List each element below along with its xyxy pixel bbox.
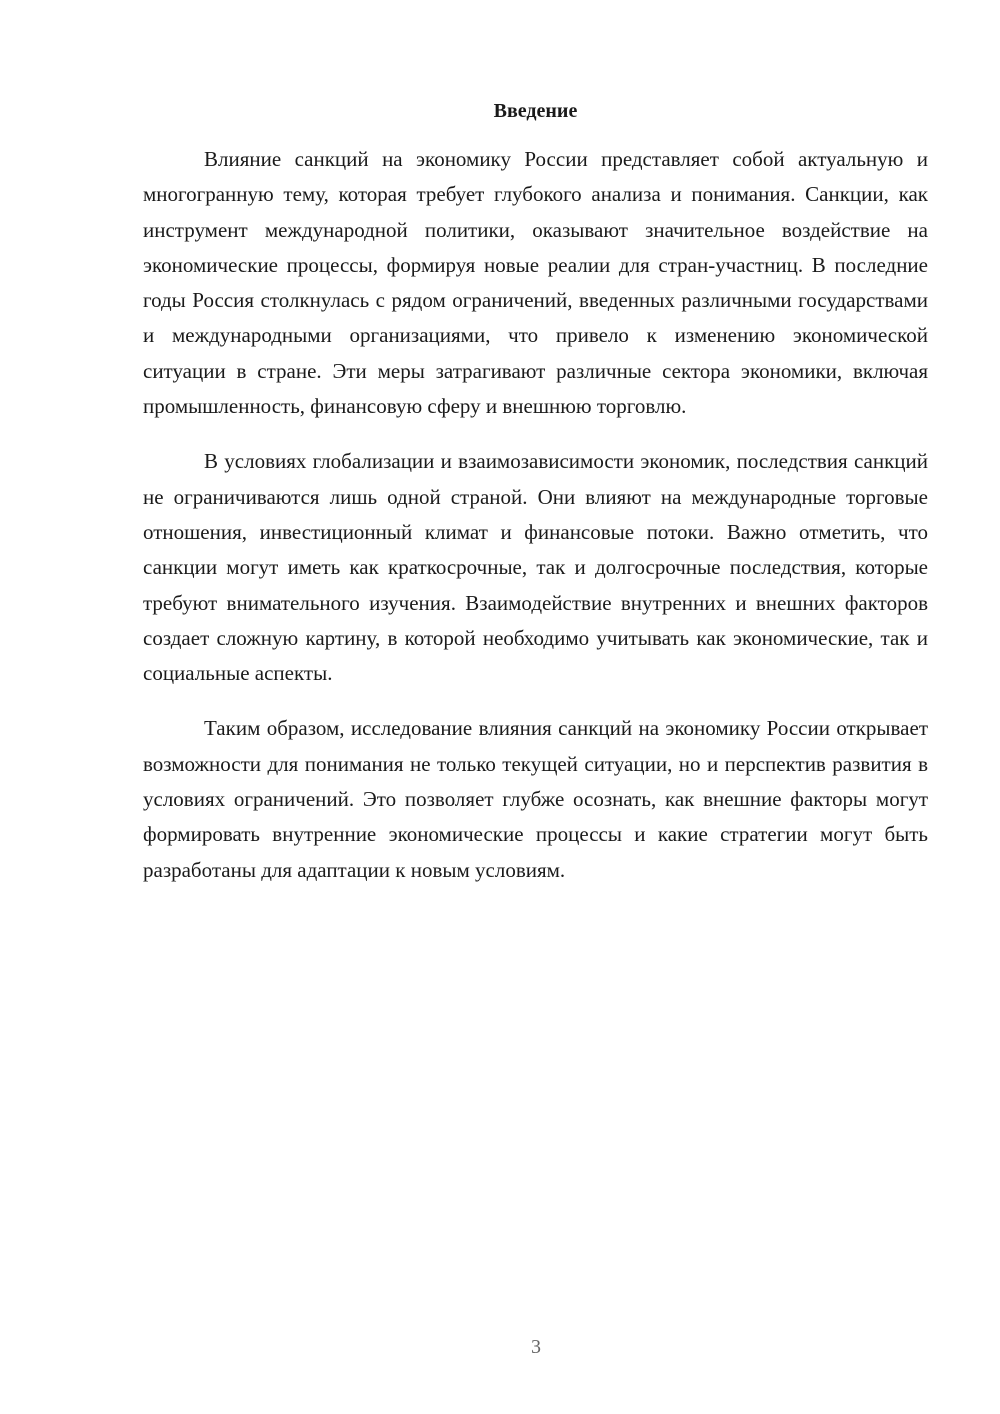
body-text [143, 142, 928, 908]
section-heading: Введение [493, 100, 578, 122]
paragraph-1: Влияние санкций на экономику России представляет собой актуальную и многогранную тему, которая требует глубокого анализа и понимания. Санкции, как инструмент международной политики, оказывают значительное воздействие на экономические процессы, формируя новые реалии для стран-участниц. В последние годы Россия столкнулась с рядом ограничений, введенных различными государствами и международными организациями, что привело к изменению экономической ситуации в стране. Эти меры затрагивают различные сектора экономики, включая промышленность, финансовую сферу и внешнюю торговлю. [143, 147, 928, 419]
paragraph-2: В условиях глобализации и взаимозависимости экономик, последствия санкций не ограничиваются лишь одной страной. Они влияют на международные торговые отношения, инвестиционный климат и финансовые потоки. Важно отметить, что санкции могут иметь как краткосрочные, так и долгосрочные последствия, которые требуют внимательного изучения. Взаимодействие внутренних и внешних факторов создает сложную картину, в которой необходимо учитывать как экономические, так и социальные аспекты. [143, 449, 928, 686]
paragraph-3: Таким образом, исследование влияния санкций на экономику России открывает возможности для понимания не только текущей ситуации, но и перспектив развития в условиях ограничений. Это позволяет глубже осознать, как внешние факторы могут формировать внутренние экономические процессы и какие стратегии могут быть разработаны для адаптации к новым условиям. [143, 716, 928, 882]
page-number: 3 [531, 1336, 541, 1358]
